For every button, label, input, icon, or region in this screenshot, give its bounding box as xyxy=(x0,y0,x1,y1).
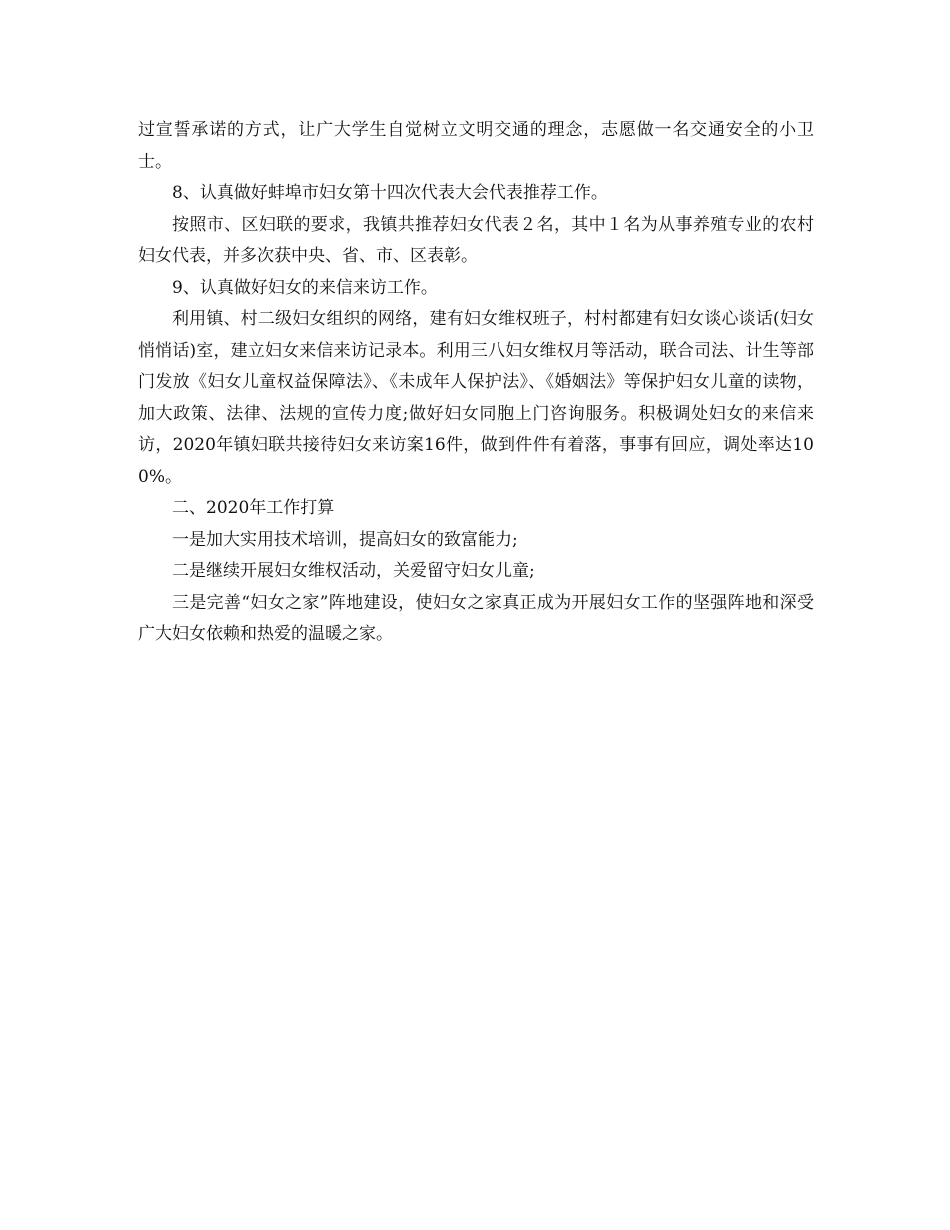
plan-item-2: 二是继续开展妇女维权活动，关爱留守妇女儿童; xyxy=(172,561,535,581)
paragraph-item-9-heading: 9、认真做好妇女的来信来访工作。 xyxy=(172,277,438,298)
paragraph-item-8-heading: 8、认真做好蚌埠市妇女第十四次代表大会代表推荐工作。 xyxy=(172,183,608,203)
plan-item-3: 三是完善“妇女之家”阵地建设，使妇女之家真正成为开展妇女工作的坚强阵地和深受广大妇女依赖和热爱的温暖之家。 xyxy=(138,592,814,644)
plan-item-1: 一是加大实用技术培训，提高妇女的致富能力; xyxy=(172,529,518,550)
document-body xyxy=(138,115,814,651)
section-heading-plans: 二、2020年工作打算 xyxy=(172,498,335,518)
paragraph-continuation: 过宣誓承诺的方式，让广大学生自觉树立文明交通的理念，志愿做一名交通安全的小卫士。 xyxy=(138,120,814,172)
paragraph-item-9-body: 利用镇、村二级妇女组织的网络，建有妇女维权班子，村村都建有妇女谈心谈话(妇女悄悄话)室，建立妇女来信来访记录本。利用三八妇女维权月等活动，联合司法、计生等部门发放《妇女儿童权益保障法》、《未成年人保护法》、《婚姻法》等保护妇女儿童的读物，加大政策、法律、法规的宣传力度;做好妇女同胞上门咨询服务。积极调处妇女的来信来访，2020年镇妇联共接待妇女来访案16件，做到件件有着落，事事有回应，调处率达100%。 xyxy=(138,309,814,487)
paragraph-item-8-body: 按照市、区妇联的要求，我镇共推荐妇女代表２名，其中１名为从事养殖专业的农村妇女代表，并多次获中央、省、市、区表彰。 xyxy=(138,214,814,266)
